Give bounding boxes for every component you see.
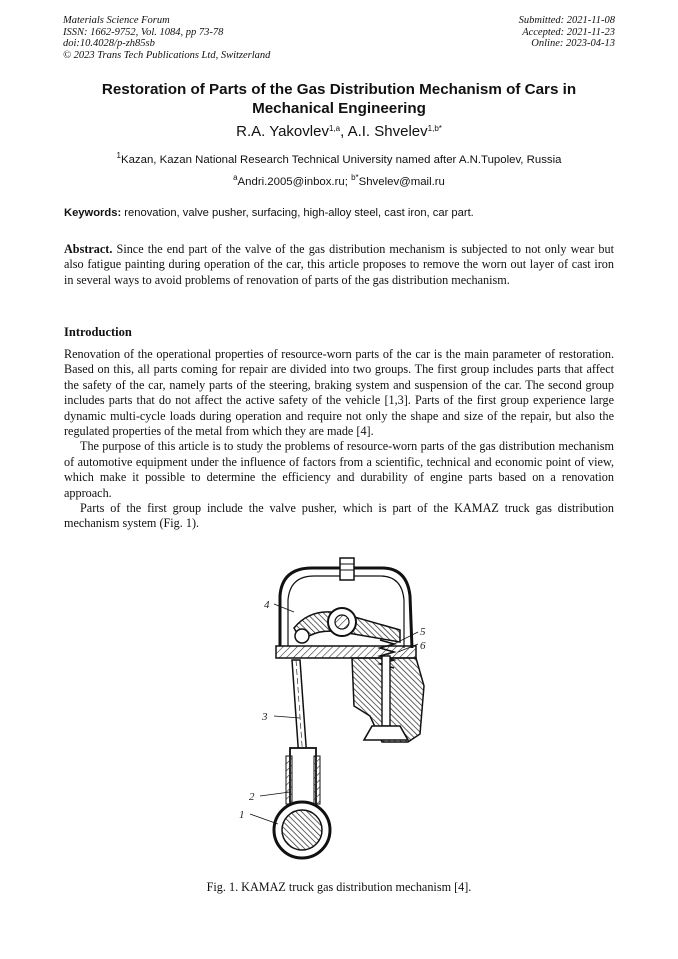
email-superscript: b* [351,173,359,182]
author-emails [64,173,614,188]
accepted-date: Accepted: 2021-11-23 [522,26,615,38]
figure-caption: Fig. 1. KAMAZ truck gas distribution mechanism [4]. [206,880,472,894]
journal-header-right [519,15,615,50]
doi: doi:10.4028/p-zh85sb [63,38,155,50]
figure-label: 3 [262,711,268,723]
paragraph: Renovation of the operational properties of resource-worn parts of the car is the main parameter of restoration. Based on this, all parts coming for repair are divided into two groups. The first group includes parts that affect the safety of the car, namely parts of the steering, braking system and suspension of the car. The second group includes parts that do not affect the active safety of the vehicle [1,3]. Parts of the first group experience large dynamic multi-cycle loads during operation and require not only the shape and size of the repair, but also the regulated properties of the metal from which they are made [4]. [64,347,614,439]
online-date: Online: 2023-04-13 [531,38,615,50]
journal-header-left [63,15,270,61]
affiliation [54,151,624,166]
mechanism-drawing [232,556,452,874]
abstract [64,242,614,288]
affiliation-text: Kazan, Kazan National Research Technical University named after A.N.Tupolev, Russia [121,154,562,166]
author-superscript: 1,a [328,124,341,133]
email-superscript: a [233,173,238,182]
email-link[interactable]: Andri.2005@inbox.ru; [237,176,352,188]
paper-title: Restoration of Parts of the Gas Distribution Mechanism of Cars in Mechanical Engineering [101,81,577,117]
submitted-date: Submitted: 2021-11-08 [518,15,615,26]
cover-stud [340,558,354,580]
paragraph: The purpose of this article is to study the problems of resource-worn parts of the gas distribution mechanism of automotive equipment under the influence of factors from a scientific, technical and economic point of view, which make it possible to determine the efficiency and durability of engine parts based on a renovation approach. [64,439,614,500]
paragraph: Parts of the first group include the valve pusher, which is part of the KAMAZ truck gas distribution mechanism system (Fig. 1). [64,501,614,531]
keywords-text: renovation, valve pusher, surfacing, high-alloy steel, cast iron, car part. [121,207,474,219]
introduction-body [64,347,614,532]
author-name: A.I. Shvelev [347,123,428,140]
valve-pusher-guide [286,756,292,804]
section-heading: Introduction [64,325,132,339]
affiliation-superscript: 1 [116,151,121,160]
email-link[interactable]: Shvelev@mail.ru [358,176,445,188]
author-superscript: 1,b* [427,124,442,133]
valve-head [364,726,408,740]
figure-label: 6 [420,640,426,652]
valve-stem [382,656,390,726]
author-name: R.A. Yakovlev [236,123,329,140]
leader-line [250,814,278,824]
figure-label: 5 [420,626,426,638]
keywords-label: Keywords: [64,207,122,219]
valve-pusher-guide [314,756,320,804]
author-list [64,123,614,140]
leader-line [274,604,294,612]
adjusting-screw [295,629,309,643]
figure-label: 4 [264,599,270,611]
rocker-shaft-core [335,615,349,629]
issn-volume: ISSN: 1662-9752, Vol. 1084, pp 73-78 [63,26,224,38]
author-separator: , [340,123,348,140]
copyright: © 2023 Trans Tech Publications Ltd, Switzerland [63,49,271,61]
camshaft [282,810,322,850]
abstract-text: Since the end part of the valve of the gas distribution mechanism is subjected to not only wear but also fatigue painting during operation of the car, this article proposes to remove the worn out layer of cast iron in several ways to avoid problems of renovation of parts of the gas distribution mechanism. [64,242,614,287]
figure-label: 1 [239,809,245,821]
keywords [64,207,614,219]
abstract-label: Abstract. [64,242,113,256]
journal-name: Materials Science Forum [63,15,170,26]
figure-label: 2 [249,791,255,803]
figure-mechanism-drawing [232,556,452,874]
